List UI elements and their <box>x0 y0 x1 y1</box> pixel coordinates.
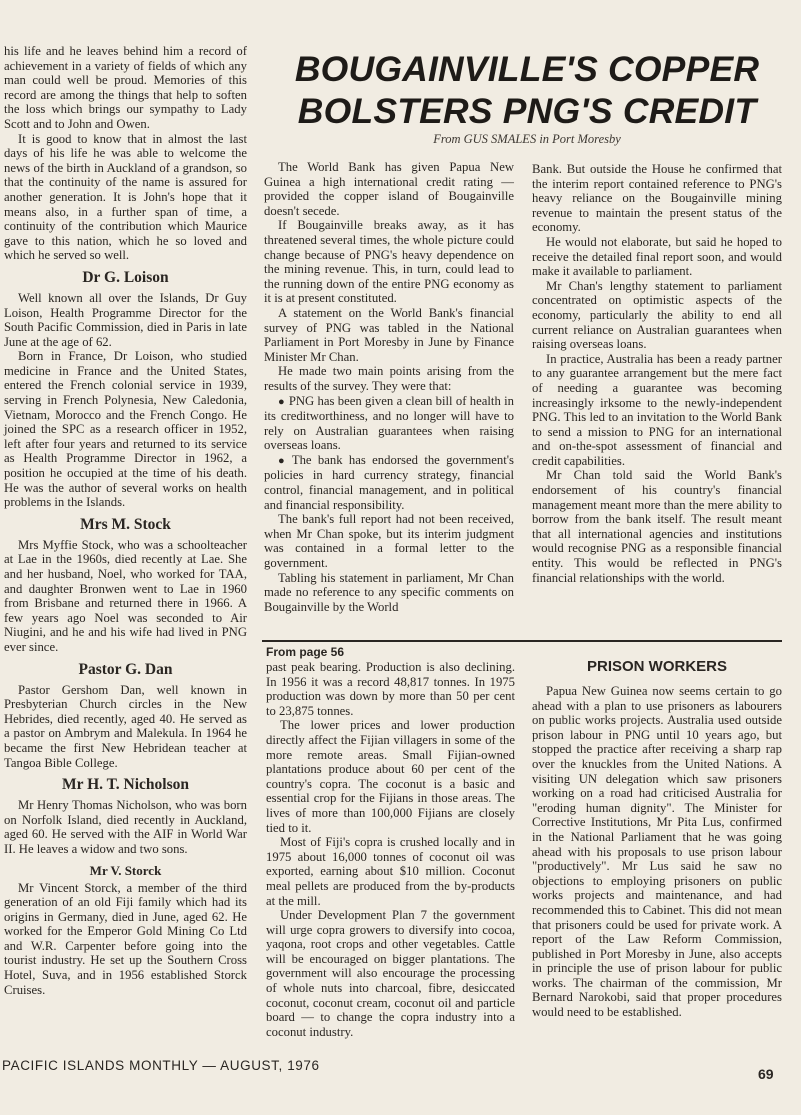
article-paragraph: If Bougainville breaks away, as it has threatened several times, the whole picture could change because of PNG's heavy dependence on the mining revenue. This, in turn, could lead to the running down of the entire PNG economy as it is at present constituted. <box>264 218 514 306</box>
article-bullet-point: ● PNG has been given a clean bill of health in its creditworthiness, and no longer will have to rely on Australian guarantees when raising overseas loans. <box>264 393 514 453</box>
obituary-paragraph: Born in France, Dr Loison, who studied medicine in France and the United States, entered the French colonial service in 1939, serving in French Polynesia, New Caledonia, Vietnam, Morocco and the French Congo. He joined the SPC as a research officer in 1952, left after four years and returned to its service as Health Programme Director in 1962, a position he occupied at the time of his death. He was the author of several works on health problems in the Islands. <box>4 349 247 510</box>
prison-workers-heading: PRISON WORKERS <box>586 658 727 675</box>
obituary-heading-dan: Pastor G. Dan <box>78 660 173 678</box>
prison-workers-paragraph: Papua New Guinea now seems certain to go ahead with a plan to use prisoners as labourers on public works projects. Australia used outside prison labour in PNG until 10 years ago, but stopped the practice after receiving a sharp rap over the knuckles from the United Nations. A visiting UN delegation which saw prisoners working on a road had criticised Australia for "eroding human dignity". The Minister for Corrective Institutions, Mr Pita Lus, confirmed in the National Parliament that he was going ahead with his proposals to use prison labour "productively". Mr Lus said he saw no objections to employing prisoners on public works projects and maintenance, and had recommended this to Cabinet. This did not mean that prisoners could be used for private work. A report of the Law Reform Commission, published in Port Moresby in June, also accepts in principle the use of prison labour for public works. The chairman of the commission, Mr Bernard Narokobi, said that proper procedures would need to be established. <box>532 684 782 1020</box>
obituary-paragraph: Pastor Gershom Dan, well known in Presbyterian Church circles in the New Hebrides, died recently, aged 40. He served as a pastor on Ambrym and Malekula. In 1964 he became the first New Hebridean teacher at Tangoa Bible College. <box>4 682 247 770</box>
article-headline <box>262 48 792 132</box>
article-paragraph: The World Bank has given Papua New Guinea a high international credit rating — provided the copper island of Bougainville doesn't secede. <box>264 160 514 218</box>
page-number: 69 <box>758 1066 774 1082</box>
bullet-icon: ● <box>278 454 288 467</box>
obituary-continuation-paragraph: his life and he leaves behind him a record of achievement in a variety of fields of which any man could well be proud. Memories of this record are among the things that help to soften the loss which brings our sympathy to Lady Scott and to John and Owen. <box>4 44 247 131</box>
headline-line-1: BOUGAINVILLE'S COPPER <box>294 49 760 89</box>
obituary-heading-nicholson: Mr H. T. Nicholson <box>61 776 190 794</box>
obituary-heading-storck: Mr V. Storck <box>89 862 162 878</box>
obituary-paragraph: Mr Vincent Storck, a member of the third generation of an old Fiji family which had its origins in Germany, died in June, aged 62. He worked for the Emperor Gold Mining Co Ltd and W.R. Carpenter before going into the tourist industry. He set up the Southern Cross Hotel, Suva, and in 1956 established Storck Cruises. <box>4 880 247 997</box>
obituary-heading-loison: Dr G. Loison <box>82 268 169 286</box>
obituary-paragraph: Mr Henry Thomas Nicholson, who was born on Norfolk Island, died recently in Auckland, aged 60. He served with the AIF in World War II. He leaves a widow and two sons. <box>4 798 247 856</box>
publication-footer: PACIFIC ISLANDS MONTHLY — AUGUST, 1976 <box>2 1058 320 1073</box>
continued-paragraph: The lower prices and lower production directly affect the Fijian villagers in some of the more remote areas. Small Fijian-owned plantations produce about 60 per cent of the country's copra. The coconut is a basic and essential crop for the Fijians in those areas. The lives of more than 100,000 Fijians are closely tied to it. <box>266 718 515 835</box>
article-bullet-point: ● The bank has endorsed the government's policies in hard currency strategy, financial control, financial management, and in political and financial responsibility. <box>264 452 514 512</box>
article-byline: From GUS SMALES in Port Moresby <box>433 132 621 146</box>
article-column-middle <box>264 160 514 614</box>
article-paragraph: Bank. But outside the House he confirmed that the interim report contained reference to PNG's heavy reliance on the Bougainville mining revenue to maintain the present status of the economy. <box>532 162 782 235</box>
continued-article-column <box>266 660 515 1039</box>
article-paragraph: He made two main points arising from the results of the survey. They were that: <box>264 364 514 393</box>
obituaries-column <box>4 44 247 997</box>
article-paragraph: A statement on the World Bank's financial survey of PNG was tabled in the National Parliament in Port Moresby in June by Finance Minister Mr Chan. <box>264 305 514 364</box>
article-paragraph: The bank's full report had not been received, when Mr Chan spoke, but its interim judgment was contained in a formal letter to the government. <box>264 512 514 571</box>
obituary-continuation-paragraph: It is good to know that in almost the last days of his life he was able to welcome the news of the birth in Auckland of a grandson, so that the continuity of the name is assured for another generation. It is John's hope that it means also, in a further span of time, a continuity of the contribution which Maurice gave to this nation, which he so loved and which he served so well. <box>4 131 247 263</box>
article-column-right <box>532 162 782 585</box>
bullet-icon: ● <box>278 395 285 408</box>
headline-line-2: BOLSTERS PNG'S CREDIT <box>297 91 757 131</box>
article-paragraph: Mr Chan told said the World Bank's endorsement of his country's financial management meant more than the mere ability to borrow from the bank itself. The result meant that all international agencies and institutions would recognise PNG as a responsible financial entity. This would be reflected in PNG's financial relationships with the world. <box>532 468 782 585</box>
obituary-heading-stock: Mrs M. Stock <box>80 515 171 533</box>
continued-from-label: From page 56 <box>266 645 345 659</box>
continued-paragraph: Under Development Plan 7 the government will urge copra growers to diversify into cocoa, yaqona, root crops and other vegetables. Cattle will be encouraged on bigger plantations. The government will also encourage the processing of whole nuts into charcoal, fibre, desiccated coconut, coconut cream, coconut oil and particle board — to change the copra industry into a coconut industry. <box>266 908 515 1039</box>
continued-paragraph: Most of Fiji's copra is crushed locally and in 1975 about 16,000 tonnes of coconut oil was exported, earning about $10 million. Coconut meal pellets are produced from the by-products at the mill. <box>266 835 515 908</box>
article-paragraph: In practice, Australia has been a ready partner to any guarantee arrangement but the mere fact of needing a guarantee was becoming increasingly irksome to the newly-independent PNG. This led to an invitation to the World Bank to send a mission to PNG for an international and on-the-spot assessment of financial and credit capabilities. <box>532 351 782 468</box>
article-paragraph: He would not elaborate, but said he hoped to receive the detailed final report soon, and would make it available to parliament. <box>532 234 782 279</box>
obituary-paragraph: Mrs Myffie Stock, who was a schoolteacher at Lae in the 1960s, died recently at Lae. She and her husband, Noel, who worked for TAA, and daughter Bronwen went to Lae in 1960 from Brisbane and returned there in 1966. A few years ago Noel was seconded to Air Niugini, and he and his wife had lived in PNG ever since. <box>4 537 247 654</box>
article-paragraph: Tabling his statement in parliament, Mr Chan made no reference to any specific comments on Bougainville by the World <box>264 570 514 614</box>
continued-paragraph: past peak bearing. Production is also declining. In 1956 it was a record 48,817 tonnes. In 1975 production was down by more than 50 per cent to 23,875 tonnes. <box>266 660 515 718</box>
article-paragraph: Mr Chan's lengthy statement to parliament concentrated on optimistic aspects of the economy, particularly the ability to end all current reliance on Australian guarantees when raising overseas loans. <box>532 278 782 352</box>
prison-workers-column <box>532 656 782 1020</box>
section-divider <box>262 640 782 642</box>
obituary-paragraph: Well known all over the Islands, Dr Guy Loison, Health Programme Director for the South Pacific Commission, died in Paris in late June at the age of 62. <box>4 290 247 349</box>
